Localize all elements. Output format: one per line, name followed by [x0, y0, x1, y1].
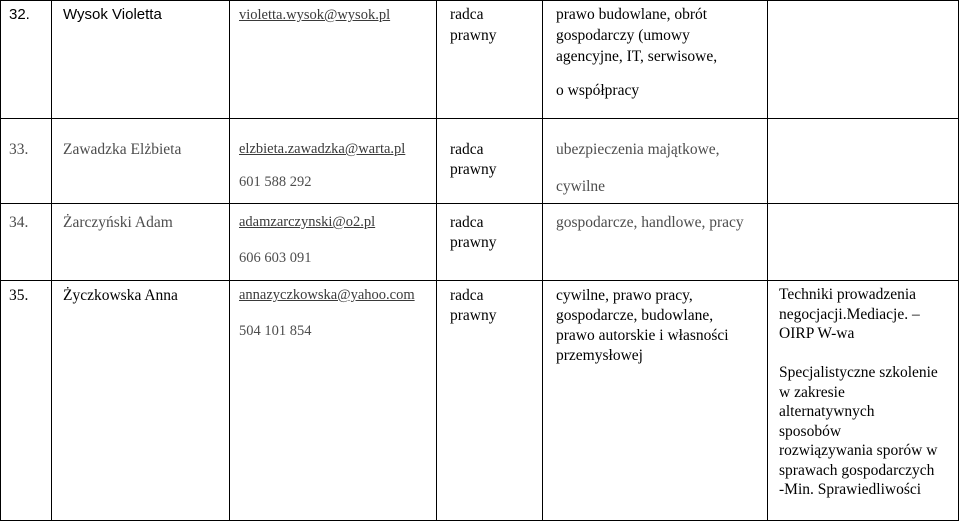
column-divider — [436, 0, 437, 521]
phone-number: 504 101 854 — [239, 323, 312, 339]
specialization-line: ubezpieczenia majątkowe, — [556, 141, 720, 158]
training-notes — [779, 285, 938, 500]
specialization-line: przemysłowej — [556, 347, 643, 364]
row-divider — [0, 118, 959, 119]
phone-number: 606 603 091 — [239, 250, 312, 266]
row-divider — [0, 0, 959, 1]
row-number: 32. — [9, 6, 30, 23]
email-link[interactable]: annazyczkowska@yahoo.com — [239, 287, 415, 303]
title-line: radca — [450, 287, 484, 304]
specialization-line: gospodarcze, budowlane, — [556, 307, 714, 324]
specialization-line: prawo budowlane, obrót — [556, 6, 708, 23]
title-line: radca — [450, 6, 484, 23]
notes-line: -Min. Sprawiedliwości — [779, 481, 922, 498]
specialization-line: gospodarcze, handlowe, pracy — [556, 214, 744, 231]
lawyer-name: Życzkowska Anna — [63, 287, 178, 304]
title-line: prawny — [450, 161, 497, 178]
notes-spacer — [779, 344, 938, 364]
notes-line: rozwiązywania sporów w — [779, 442, 938, 459]
specialization-line: o współpracy — [556, 82, 640, 99]
specialization-line: agencyjne, IT, serwisowe, — [556, 48, 718, 65]
lawyer-name: Żarczyński Adam — [63, 214, 173, 231]
email-link[interactable]: violetta.wysok@wysok.pl — [239, 7, 391, 23]
title-line: radca — [450, 141, 484, 158]
notes-line: sposobów — [779, 422, 842, 440]
specialization-line: cywilne, prawo pracy, — [556, 287, 693, 304]
row-number: 35. — [9, 287, 29, 304]
notes-line: alternatywnych — [779, 403, 875, 420]
column-divider — [767, 0, 768, 521]
notes-line: sprawach gospodarczych — [779, 461, 935, 479]
email-link[interactable]: adamzarczynski@o2.pl — [239, 214, 376, 230]
email-link[interactable]: elzbieta.zawadzka@warta.pl — [239, 141, 406, 157]
specialization-line: prawo autorskie i własności — [556, 327, 729, 344]
title-line: prawny — [450, 307, 497, 324]
title-line: prawny — [450, 27, 497, 44]
column-divider — [51, 0, 52, 521]
column-divider — [229, 0, 230, 521]
notes-line: w zakresie — [779, 383, 845, 401]
table-border-left — [0, 0, 1, 521]
notes-line: Techniki prowadzenia — [779, 286, 917, 303]
row-number: 34. — [9, 214, 29, 231]
table-border-right — [958, 0, 959, 521]
column-divider — [542, 0, 543, 521]
notes-line: Specjalistyczne szkolenie — [779, 364, 938, 381]
title-line: radca — [450, 214, 484, 231]
row-divider — [0, 203, 959, 204]
phone-number: 601 588 292 — [239, 174, 312, 190]
notes-line: negocjacji.Mediacje. – — [779, 305, 920, 323]
specialization-line: gospodarczy (umowy — [556, 27, 690, 44]
notes-line: OIRP W-wa — [779, 325, 855, 342]
row-divider — [0, 280, 959, 281]
row-number: 33. — [9, 141, 29, 158]
lawyer-name: Zawadzka Elżbieta — [63, 141, 182, 158]
lawyer-name: Wysok Violetta — [63, 6, 162, 23]
specialization-line: cywilne — [556, 178, 606, 195]
title-line: prawny — [450, 234, 497, 251]
